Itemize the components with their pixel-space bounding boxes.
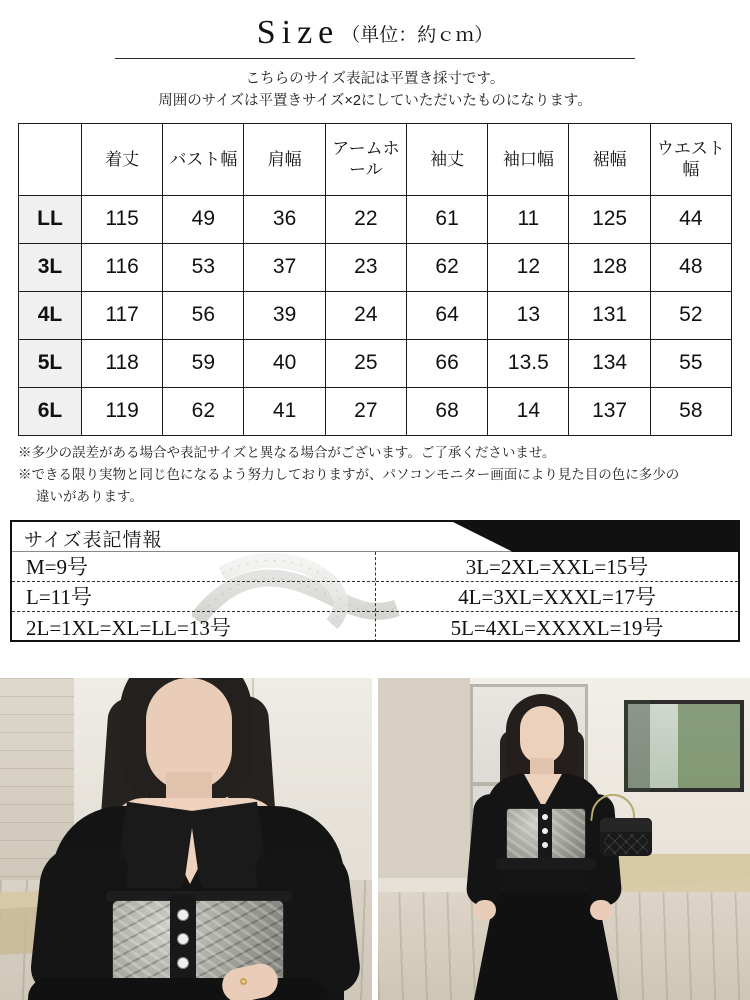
table-row (19, 291, 732, 339)
cell-0-1: 49 (163, 195, 244, 243)
size-notation-heading-bar (12, 522, 738, 552)
cell-1-1: 53 (163, 243, 244, 291)
cell-2-7: 52 (650, 291, 731, 339)
photo2-bag-flap (600, 818, 652, 832)
row-label-2: 4L (19, 291, 82, 339)
disclaimer-note-1: ※多少の誤差がある場合や表記サイズと異なる場合がございます。ご了承くださいませ。 (18, 444, 556, 460)
column-header-0: 着丈 (81, 123, 162, 195)
cell-2-5: 13 (488, 291, 569, 339)
table-corner-cell (19, 123, 82, 195)
cell-1-0: 116 (81, 243, 162, 291)
cell-4-5: 14 (488, 387, 569, 435)
photo2-bag-quilting (604, 834, 648, 854)
cell-4-3: 27 (325, 387, 406, 435)
measurement-note-2: 周囲のサイズは平置きサイズ×2にしていただいたものになります。 (158, 93, 592, 110)
size-notation-right-2: 5L=4XL=XXXXL=19号 (450, 615, 664, 640)
cell-0-3: 22 (325, 195, 406, 243)
page-header (0, 0, 750, 113)
size-notation-left-1: L=11号 (12, 582, 375, 612)
table-row (19, 243, 732, 291)
table-row (19, 195, 732, 243)
cell-2-2: 39 (244, 291, 325, 339)
cell-1-5: 12 (488, 243, 569, 291)
measurement-note-1: こちらのサイズ表記は平置き採寸です。 (245, 71, 505, 87)
size-notation-grid (12, 552, 738, 642)
cell-2-1: 56 (163, 291, 244, 339)
cell-4-1: 62 (163, 387, 244, 435)
column-header-2: 肩幅 (244, 123, 325, 195)
column-header-7: ウエスト幅 (650, 123, 731, 195)
size-notation-right-0: 3L=2XL=XXL=15号 (376, 552, 738, 582)
size-notation-left-column (12, 552, 375, 642)
size-notation-info (10, 520, 740, 642)
page-title-unit: （単位：約ｃｍ） (341, 25, 494, 46)
size-notation-right-1: 4L=3XL=XXXL=17号 (376, 582, 738, 612)
photo2-wall-left (378, 678, 470, 878)
title-divider (115, 58, 635, 59)
model-fulllength-photo (378, 678, 750, 1000)
cell-0-6: 125 (569, 195, 650, 243)
cell-3-5: 13.5 (488, 339, 569, 387)
cell-0-2: 36 (244, 195, 325, 243)
cell-3-3: 25 (325, 339, 406, 387)
cell-3-4: 66 (406, 339, 487, 387)
cell-3-6: 134 (569, 339, 650, 387)
cell-1-2: 37 (244, 243, 325, 291)
cell-3-1: 59 (163, 339, 244, 387)
cell-4-6: 137 (569, 387, 650, 435)
row-label-1: 3L (19, 243, 82, 291)
photo2-model-hand-left (474, 900, 496, 920)
photo2-button-3 (542, 842, 548, 848)
disclaimer-note-2-cont: 違いがあります。 (36, 488, 143, 504)
photo2-dress-ruffle (496, 858, 596, 870)
size-notation-left-0: M=9号 (12, 552, 375, 582)
photo1-ring (240, 978, 247, 985)
cell-2-0: 117 (81, 291, 162, 339)
size-table (18, 123, 732, 436)
photo1-button-1 (178, 910, 188, 920)
page-title (0, 14, 750, 52)
row-label-3: 5L (19, 339, 82, 387)
cell-2-4: 64 (406, 291, 487, 339)
cell-3-2: 40 (244, 339, 325, 387)
cell-3-0: 118 (81, 339, 162, 387)
disclaimer-notes (0, 436, 750, 508)
column-header-5: 袖口幅 (488, 123, 569, 195)
cell-2-3: 24 (325, 291, 406, 339)
size-notation-left-2: 2L=1XL=XL=LL=13号 (26, 615, 231, 640)
size-notation-right-column (375, 552, 738, 642)
table-row (19, 339, 732, 387)
product-photo-row (0, 678, 750, 1000)
photo2-button-1 (542, 814, 548, 820)
row-label-0: LL (19, 195, 82, 243)
photo1-dress-skirt (28, 978, 328, 1000)
photo2-model-hand-right (590, 900, 612, 920)
disclaimer-note-2: ※できる限り実物と同じ色になるよう努力しておりますが、パソコンモニター画面により見た目の色に多少の (18, 466, 680, 482)
cell-0-0: 115 (81, 195, 162, 243)
photo2-dress-placket (538, 804, 552, 864)
table-row (19, 387, 732, 435)
column-header-3: アームホール (325, 123, 406, 195)
size-table-container (0, 123, 750, 436)
cell-4-0: 119 (81, 387, 162, 435)
photo2-button-2 (542, 828, 548, 834)
row-label-4: 6L (19, 387, 82, 435)
cell-4-4: 68 (406, 387, 487, 435)
photo1-button-2 (178, 934, 188, 944)
photo2-window-frame (624, 700, 744, 792)
cell-1-4: 62 (406, 243, 487, 291)
cell-0-7: 44 (650, 195, 731, 243)
table-header-row (19, 123, 732, 195)
cell-4-2: 41 (244, 387, 325, 435)
column-header-6: 裾幅 (569, 123, 650, 195)
model-closeup-photo (0, 678, 372, 1000)
cell-4-7: 58 (650, 387, 731, 435)
cell-0-4: 61 (406, 195, 487, 243)
photo1-button-3 (178, 958, 188, 968)
column-header-1: バスト幅 (163, 123, 244, 195)
column-header-4: 袖丈 (406, 123, 487, 195)
cell-3-7: 55 (650, 339, 731, 387)
photo2-model-face (520, 706, 564, 764)
page-title-main: Size (256, 14, 340, 51)
cell-1-3: 23 (325, 243, 406, 291)
size-notation-body (12, 552, 738, 642)
cell-2-6: 131 (569, 291, 650, 339)
cell-1-7: 48 (650, 243, 731, 291)
size-notation-heading: サイズ表記情報 (24, 529, 163, 551)
cell-0-5: 11 (488, 195, 569, 243)
cell-1-6: 128 (569, 243, 650, 291)
